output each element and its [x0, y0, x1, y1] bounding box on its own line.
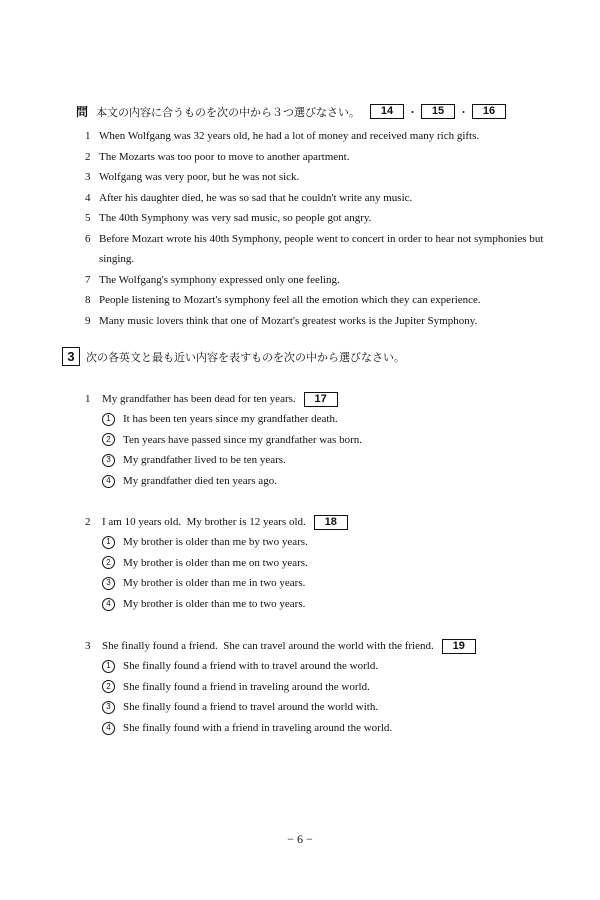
- option-text: My grandfather lived to be ten years.: [123, 454, 286, 467]
- option-marker: 4: [102, 598, 115, 611]
- option-marker: 2: [102, 556, 115, 569]
- option-item: [85, 718, 565, 739]
- option-marker: 3: [102, 577, 115, 590]
- statement-number: 1: [85, 130, 91, 142]
- question-line: [85, 636, 565, 656]
- statement-number: 7: [85, 273, 91, 286]
- option-marker: 3: [102, 701, 115, 714]
- question-number: 3: [85, 640, 91, 652]
- question-number: 2: [85, 516, 91, 528]
- answer-box-19: 19: [442, 639, 476, 654]
- statement-number: 3: [85, 171, 91, 183]
- statement-item: [85, 311, 565, 332]
- statement-item: [85, 208, 565, 229]
- option-text: She finally found a friend in traveling around the world.: [123, 680, 370, 693]
- question-number: 1: [85, 393, 91, 405]
- option-item: [85, 573, 565, 594]
- option-item: [85, 430, 565, 451]
- option-marker: 2: [102, 680, 115, 693]
- statement-item: [85, 126, 565, 147]
- option-text: My brother is older than me by two years.: [123, 536, 308, 548]
- option-text: My brother is older than me in two years.: [123, 577, 306, 590]
- statement-number: 8: [85, 294, 91, 306]
- option-item: [85, 553, 565, 574]
- option-item: [85, 471, 565, 492]
- statement-item: [85, 229, 565, 270]
- option-item: [85, 697, 565, 718]
- statement-number: 5: [85, 212, 91, 224]
- statement-number: 6: [85, 232, 91, 245]
- statement-number: 2: [85, 150, 91, 163]
- statement-text: After his daughter died, he was so sad that he couldn't write any music.: [99, 191, 413, 204]
- option-item: [85, 677, 565, 698]
- statement-text: Many music lovers think that one of Mozart's greatest works is the Jupiter Symphony.: [99, 314, 478, 327]
- option-item: [85, 594, 565, 615]
- statement-text: When Wolfgang was 32 years old, he had a lot of money and received many rich gifts.: [99, 130, 480, 142]
- option-text: She finally found a friend with to travel around the world.: [123, 660, 379, 672]
- question-line: [85, 512, 565, 532]
- question-text: My grandfather has been dead for ten years.: [102, 393, 296, 405]
- answer-box-16: 16: [472, 104, 506, 119]
- question-mark: 問: [76, 105, 89, 119]
- statement-list: [85, 126, 565, 331]
- statement-text: People listening to Mozart's symphony feel all the emotion which they can experience.: [99, 294, 481, 306]
- option-text: My brother is older than me on two years.: [123, 556, 308, 569]
- page-number: − 6 −: [287, 832, 313, 846]
- option-text: She finally found a friend to travel around the world with.: [123, 701, 379, 714]
- separator: ・: [458, 105, 470, 119]
- statement-text: Wolfgang was very poor, but he was not sick.: [99, 171, 300, 183]
- statement-item: [85, 270, 565, 291]
- option-item: [85, 409, 565, 430]
- answer-box-15: 15: [421, 104, 455, 119]
- option-text: Ten years have passed since my grandfather was born.: [123, 433, 363, 446]
- statement-text: The Wolfgang's symphony expressed only one feeling.: [99, 273, 340, 286]
- question-text: She finally found a friend. She can travel around the world with the friend.: [102, 640, 434, 652]
- statement-number: 9: [85, 314, 91, 327]
- option-item: [85, 656, 565, 677]
- section-number-box: 3: [62, 347, 80, 366]
- option-text: My brother is older than me to two years.: [123, 597, 306, 610]
- option-marker: 1: [102, 660, 115, 673]
- option-marker: 4: [102, 475, 115, 488]
- statement-number: 4: [85, 191, 91, 204]
- option-marker: 1: [102, 536, 115, 549]
- statement-text: The 40th Symphony was very sad music, so people got angry.: [99, 212, 372, 224]
- separator: ・: [407, 105, 419, 119]
- statement-text: The Mozarts was too poor to move to another apartment.: [99, 150, 350, 163]
- option-item: [85, 532, 565, 553]
- answer-box-17: 17: [304, 392, 338, 407]
- statement-item: [85, 167, 565, 188]
- option-marker: 3: [102, 454, 115, 467]
- option-marker: 1: [102, 413, 115, 426]
- question-block-3: [85, 636, 565, 738]
- section-instruction: 次の各英文と最も近い内容を表すものを次の中から選びなさい。: [86, 350, 405, 364]
- answer-box-14: 14: [370, 104, 404, 119]
- statement-item: [85, 290, 565, 311]
- statement-item: [85, 147, 565, 168]
- section-header: [62, 347, 405, 366]
- option-marker: 2: [102, 433, 115, 446]
- option-text: She finally found with a friend in traveling around the world.: [123, 721, 393, 734]
- answer-box-18: 18: [314, 515, 348, 530]
- question-prompt: 本文の内容に合うものを次の中から３つ選びなさい。: [96, 105, 361, 119]
- question-line: [85, 389, 565, 409]
- statement-text: Before Mozart wrote his 40th Symphony, people went to concert in order to hear not symphonies but singing.: [99, 232, 544, 265]
- option-text: It has been ten years since my grandfather death.: [123, 413, 338, 425]
- option-item: [85, 450, 565, 471]
- question-text: I am 10 years old. My brother is 12 years old.: [102, 516, 306, 528]
- question-block-1: [85, 389, 565, 491]
- question-header: [76, 103, 506, 120]
- statement-item: [85, 188, 565, 209]
- question-block-2: [85, 512, 565, 614]
- option-text: My grandfather died ten years ago.: [123, 474, 277, 487]
- option-marker: 4: [102, 722, 115, 735]
